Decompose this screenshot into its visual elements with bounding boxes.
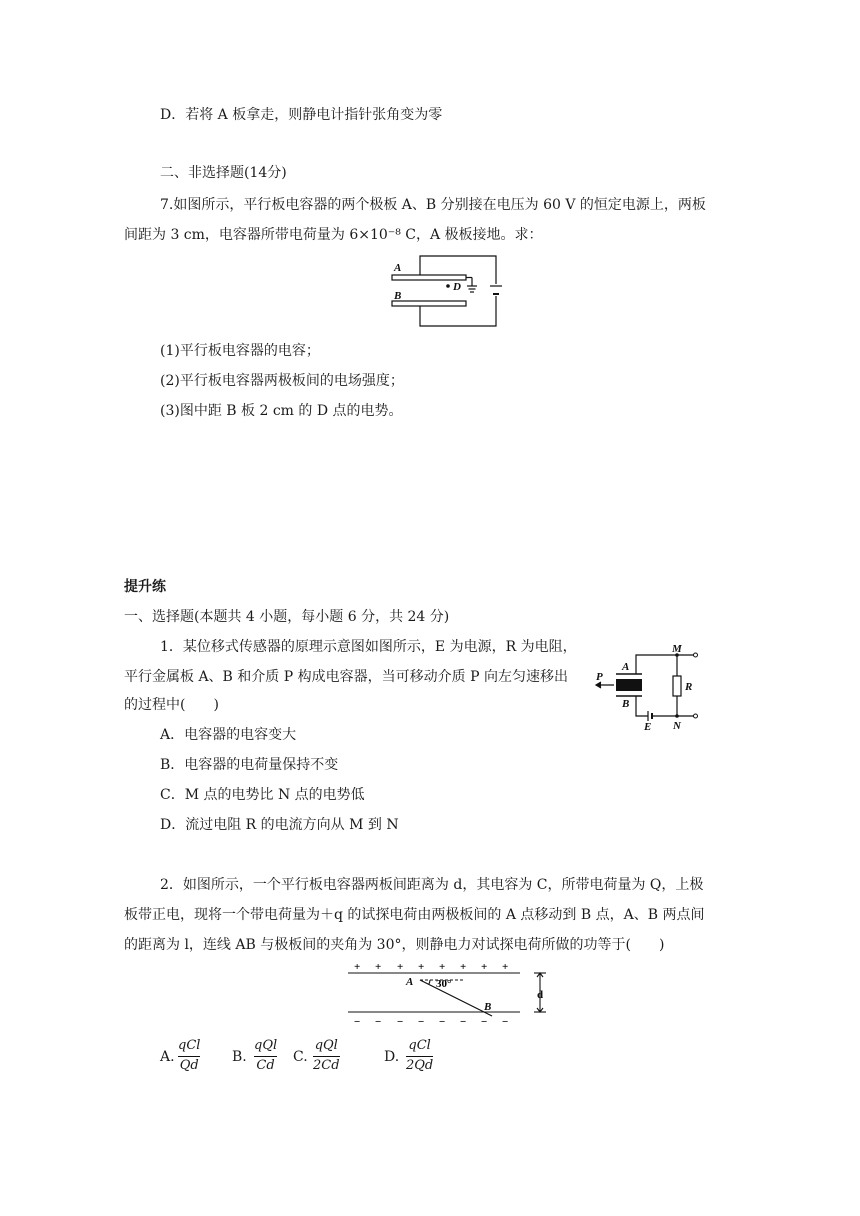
p2-option-c-label: C. [293, 1049, 308, 1065]
denominator: Cd [256, 1058, 275, 1073]
plus-sign: + [439, 961, 446, 973]
p2-plates-figure [344, 960, 556, 1028]
section-heading-choice: 一、选择题(本题共 4 小题，每小题 6 分，共 24 分) [124, 609, 450, 625]
minus-sign: − [460, 1016, 467, 1028]
fig7-label-d: D [453, 281, 461, 293]
minus-sign: − [354, 1016, 361, 1028]
plus-sign: + [481, 961, 488, 973]
numerator: qQl [314, 1038, 338, 1053]
p1-line-3: 的过程中( ) [124, 697, 219, 713]
q6-option-d: D．若将 A 板拿走，则静电计指针张角变为零 [160, 107, 443, 123]
q7-part-3: (3)图中距 B 板 2 cm 的 D 点的电势。 [160, 403, 403, 419]
fig1-label-p: P [596, 671, 603, 683]
p2-line-3: 的距离为 l，连线 AB 与极板间的夹角为 30°，则静电力对试探电荷所做的功等于( ) [124, 937, 665, 953]
p1-line-1: 1．某位移式传感器的原理示意图如图所示，E 为电源，R 为电阻， [160, 639, 577, 655]
fig2-label-b: B [484, 1001, 492, 1013]
p1-option-c: C．M 点的电势比 N 点的电势低 [160, 787, 365, 803]
minus-sign: − [481, 1016, 488, 1028]
top-plate-charges [354, 961, 508, 973]
fig1-label-n: N [673, 720, 681, 731]
minus-sign: − [375, 1016, 382, 1028]
p2-option-a-label: A. [160, 1049, 175, 1065]
p2-line-2: 板带正电，现将一个带电荷量为＋q 的试探电荷由两极板间的 A 点移动到 B 点，A、B 两点间 [124, 907, 705, 923]
plus-sign: + [460, 961, 467, 973]
minus-sign: − [502, 1016, 509, 1028]
plus-sign: + [375, 961, 382, 973]
p2-option-a-fraction [178, 1038, 200, 1074]
fig1-label-r: R [685, 681, 693, 693]
fig1-label-a: A [622, 661, 630, 673]
numerator: qCl [408, 1038, 431, 1053]
denominator: 2Cd [313, 1058, 340, 1073]
plus-sign: + [418, 961, 425, 973]
q7-capacitor-figure [386, 250, 508, 332]
q7-part-2: (2)平行板电容器两极板间的电场强度； [160, 373, 404, 389]
section-title-tisheng: 提升练 [124, 579, 166, 595]
plus-sign: + [397, 961, 404, 973]
q7-part-1: (1)平行板电容器的电容； [160, 343, 320, 359]
q7-line-2: 间距为 3 cm，电容器所带电荷量为 6×10⁻⁸ C，A 极板接地。求： [124, 227, 543, 243]
p1-line-2: 平行金属板 A、B 和介质 P 构成电容器，当可移动介质 P 向左匀速移出 [124, 669, 568, 685]
p1-option-d: D．流过电阻 R 的电流方向从 M 到 N [160, 817, 399, 833]
p2-option-b-label: B. [232, 1049, 247, 1065]
numerator: qQl [254, 1038, 278, 1053]
denominator: Qd [179, 1058, 199, 1073]
p2-line-1: 2．如图所示，一个平行板电容器两板间距离为 d，其电容为 C，所带电荷量为 Q，上极 [160, 877, 704, 893]
minus-sign: − [439, 1016, 446, 1028]
plus-sign: + [354, 961, 361, 973]
fig1-label-b: B [622, 698, 630, 710]
fig1-label-m: M [672, 643, 682, 655]
fig7-label-a: A [394, 262, 402, 274]
p2-option-d-label: D. [384, 1049, 400, 1065]
q7-line-1: 7.如图所示，平行板电容器的两个极板 A、B 分别接在电压为 60 V 的恒定电源上，两板 [160, 197, 706, 213]
p1-option-b: B．电容器的电荷量保持不变 [160, 757, 339, 773]
fig2-angle-label: 30° [436, 978, 452, 990]
fig7-label-b: B [394, 290, 402, 302]
section-heading-nonchoice: 二、非选择题(14分) [160, 165, 287, 181]
bottom-plate-charges [354, 1016, 508, 1028]
plus-sign: + [502, 961, 509, 973]
fig2-label-a: A [406, 976, 414, 988]
p1-option-a: A．电容器的电容变大 [160, 727, 297, 743]
fig2-label-d: d [537, 989, 544, 1001]
minus-sign: − [418, 1016, 425, 1028]
minus-sign: − [397, 1016, 404, 1028]
p2-option-c-fraction [313, 1038, 340, 1074]
denominator: 2Qd [406, 1058, 434, 1073]
fig1-label-e: E [644, 721, 652, 731]
p2-option-d-fraction [406, 1038, 433, 1074]
p1-sensor-figure [592, 643, 702, 731]
numerator: qCl [178, 1038, 201, 1053]
p2-option-b-fraction [254, 1038, 277, 1074]
